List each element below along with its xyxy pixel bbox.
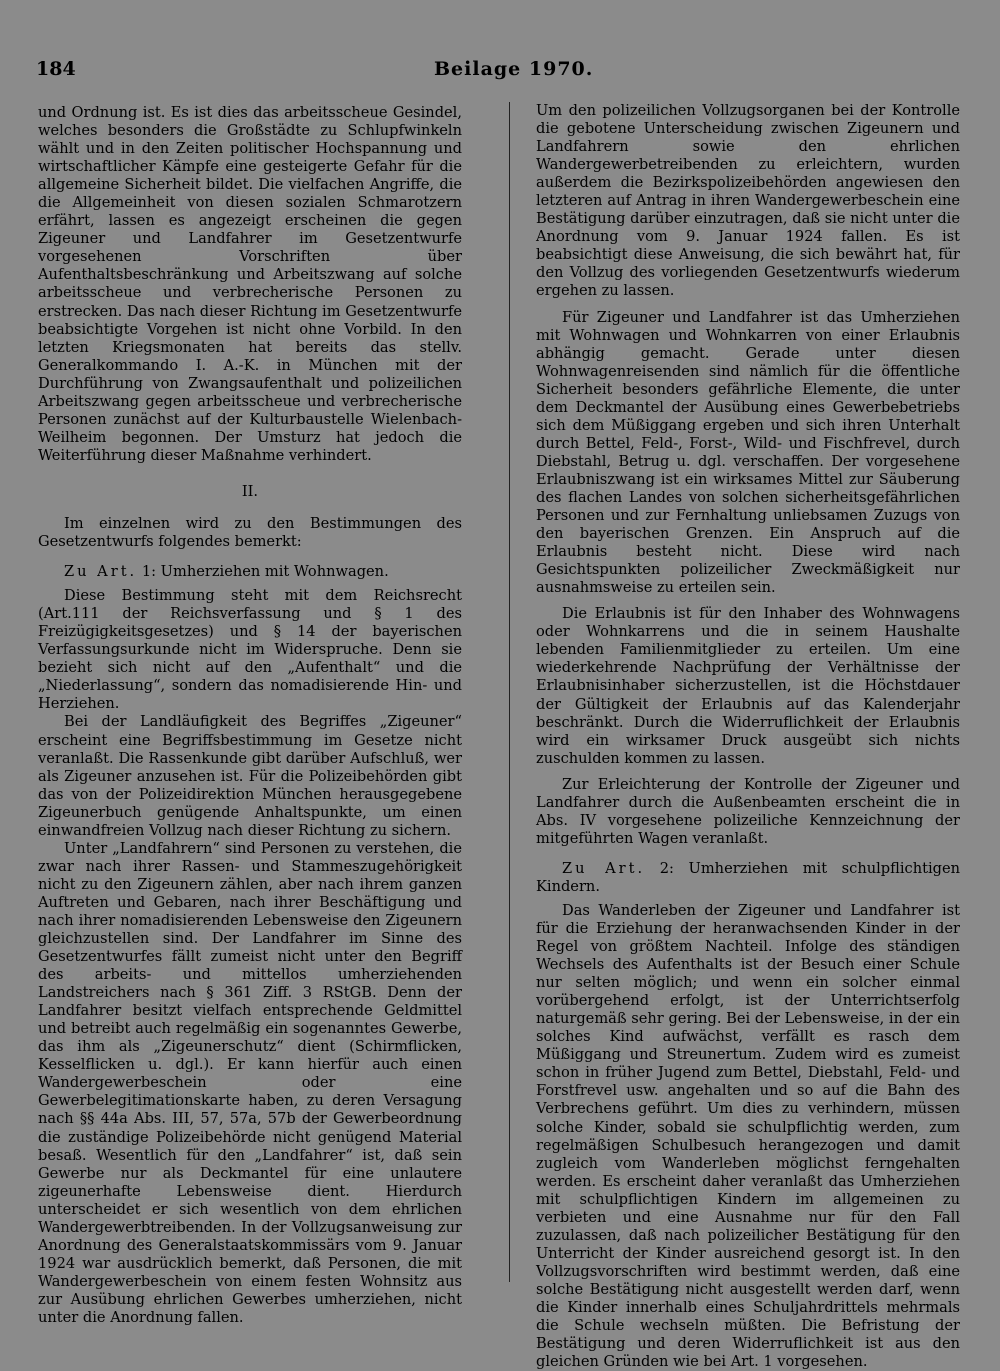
section-heading: II. bbox=[241, 482, 259, 500]
page-header bbox=[36, 58, 966, 86]
left-column bbox=[38, 104, 462, 1327]
page-number: 184 bbox=[36, 58, 76, 80]
paragraph: Im einzelnen wird zu den Bestimmungen des Gesetzentwurfs folgendes bemerkt: bbox=[38, 514, 462, 551]
running-title: Beilage 1970. bbox=[434, 58, 594, 80]
paragraph: Das Wanderleben der Zigeuner und Landfahrer ist für die Erziehung der heranwachsenden Kinder in der Regel von größtem Nachteil. Infolge des ständigen Wechsels des Aufenthalts ist der Besuch einer Schule nur selten möglich; und wenn ein solcher einmal vorübergehend erfolgt, ist der Unterrichtserfolg naturgemäß sehr gering. Bei der Lebensweise, in der ein solches Kind aufwächst, verfällt es rasch dem Müßiggang und Streunertum. Zudem wird es zumeist schon in früher Jugend zum Bettel, Diebstahl, Feld- und Forstfrevel usw. angehalten und so auf die Bahn des Verbrechens geführt. Um dies zu verhindern, müssen solche Kinder, sobald sie schulpflichtig werden, zum regelmäßigen Schulbesuch herangezogen und damit zugleich vom Wanderleben möglichst ferngehalten werden. Es erscheint daher veranlaßt das Umherziehen mit schulpflichtigen Kindern im allgemeinen zu verbieten und eine Ausnahme nur für den Fall zuzulassen, daß nach polizeilicher Bestätigung für den Unterricht der Kinder ausreichend gesorgt ist. In den Vollzugsvorschriften wird bestimmt werden, daß eine solche Bestätigung nicht ausgestellt werden darf, wenn die Kinder innerhalb eines Schuljahrdrittels mehrmals die Schule wechseln müßten. Die Befristung der Bestätigung und deren Widerruflichkeit ist aus den gleichen Gründen wie bei Art. 1 vorgesehen. bbox=[536, 901, 960, 1371]
paragraph: Für Zigeuner und Landfahrer ist das Umherziehen mit Wohnwagen und Wohnkarren von einer Erlaubnis abhängig gemacht. Gerade unter diesen Wohnwagenreisenden sind nämlich für die öffentliche Sicherheit besonders gefährliche Elemente, die unter dem Deckmantel der Ausübung eines Gewerbebetriebs sich dem Müßiggang ergeben und sich ihren Unterhalt durch Bettel, Feld-, Forst-, Wild- und Fischfrevel, durch Diebstahl, Betrug u. dgl. verschaffen. Der vorgesehene Erlaubniszwang ist ein wirksames Mittel zur Säuberung des flachen Landes von solchen sicherheitsgefährlichen Personen und zur Fernhaltung unliebsamen Zuzugs von den bayerischen Grenzen. Ein Anspruch auf die Erlaubnis besteht nicht. Diese wird nach Gesichtspunkten polizeilicher Zweckmäßigkeit nur ausnahmsweise zu erteilen sein. bbox=[536, 308, 960, 597]
article-title: 2: Umherziehen mit schulpflichtigen Kindern. bbox=[536, 859, 961, 895]
article-heading bbox=[536, 860, 960, 896]
article-label: Zu Art. bbox=[562, 859, 646, 877]
paragraph: Die Erlaubnis ist für den Inhaber des Wohnwagens oder Wohnkarrens und die in seinem Haushalte lebenden Familienmitglieder zu erteilen. Um eine wiederkehrende Nachprüfung der Verhältnisse der Erlaubnisinhaber sicherzustellen, ist die Höchstdauer der Gültigkeit der Erlaubnis auf das Kalenderjahr beschränkt. Durch die Widerruflichkeit der Erlaubnis wird ein wirksamer Druck ausgeübt sich nichts zuschulden kommen zu lassen. bbox=[536, 605, 960, 767]
right-column bbox=[536, 102, 960, 1371]
article-label: Zu Art. bbox=[64, 563, 138, 581]
article-heading bbox=[38, 563, 462, 581]
paragraph: und Ordnung ist. Es ist dies das arbeitsscheue Gesindel, welches besonders die Großstädte zu Schlupfwinkeln wählt und in den Zeiten politischer Hochspannung und wirtschaftlicher Kämpfe eine gesteigerte Gefahr für die allgemeine Sicherheit bildet. Die vielfachen Angriffe, die die Allgemeinheit von diesen sozialen Schmarotzern erfährt, lassen es angezeigt erscheinen die gegen Zigeuner und Landfahrer im Gesetzentwurfe vorgesehenen Vorschriften über Aufenthaltsbeschränkung und Arbeitszwang auf solche arbeitsscheue und verbrecherische Personen zu erstrecken. Das nach dieser Richtung im Gesetzentwurfe beabsichtigte Vorgehen ist nicht ohne Vorbild. In den letzten Kriegsmonaten hat bereits das stellv. Generalkommando I. A.-K. in München mit der Durchführung von Zwangsaufenthalt und polizeilichen Arbeitszwang gegen arbeitsscheue und verbrecherische Personen zunächst auf der Kulturbaustelle Wielenbach-Weilheim begonnen. Der Umsturz hat jedoch die Weiterführung dieser Maßnahme verhindert. bbox=[38, 104, 462, 464]
paragraph: Diese Bestimmung steht mit dem Reichsrecht (Art.111 der Reichsverfassung und § 1 des Freizügigkeitsgesetzes) und § 14 der bayerischen Verfassungsurkunde nicht im Widerspruche. Denn sie bezieht sich nicht auf den „Aufenthalt“ und die „Niederlassung“, sondern das nomadisierende Hin- und Herziehen. bbox=[38, 587, 462, 713]
paragraph: Unter „Landfahrern“ sind Personen zu verstehen, die zwar nach ihrer Rassen- und Stammeszugehörigkeit nicht zu den Zigeunern zählen, aber nach ihrem ganzen Auftreten und Gebaren, nach ihrer Beschäftigung und nach ihrer nomadisierenden Lebensweise den Zigeunern gleichzustellen sind. Der Landfahrer im Sinne des Gesetzentwurfes fällt zumeist nicht unter den Begriff des arbeits- und mittellos umherziehenden Landstreichers nach § 361 Ziff. 3 RStGB. Denn der Landfahrer besitzt vielfach entsprechende Geldmittel und betreibt auch regelmäßig ein sogenanntes Gewerbe, das ihm als „Zigeunerschutz“ dient (Schirmflicken, Kesselflicken u. dgl.). Er kann hierfür auch einen Wandergewerbeschein oder eine Gewerbelegitimationskarte haben, zu deren Versagung nach §§ 44a Abs. III, 57, 57a, 57b der Gewerbeordnung die zuständige Polizeibehörde nicht genügend Material besaß. Wesentlich für den „Landfahrer“ ist, daß sein Gewerbe nur als Deckmantel für eine unlautere zigeunerhafte Lebensweise dient. Hierdurch unterscheidet er sich wesentlich von dem ehrlichen Wandergewerbtreibenden. In der Vollzugsanweisung zur Anordnung des Generalstaatskommissärs vom 9. Januar 1924 war ausdrücklich bemerkt, daß Personen, die mit Wandergewerbeschein von einem festen Wohnsitz aus zur Ausübung ehrlichen Gewerbes umherziehen, nicht unter die Anordnung fallen. bbox=[38, 839, 462, 1326]
article-title: 1: Umherziehen mit Wohnwagen. bbox=[141, 563, 389, 581]
column-divider bbox=[509, 102, 510, 1282]
paragraph: Um den polizeilichen Vollzugsorganen bei der Kontrolle die gebotene Unterscheidung zwischen Zigeunern und Landfahrern sowie den ehrlichen Wandergewerbetreibenden zu erleichtern, wurden außerdem die Bezirkspolizeibehörden angewiesen den letzteren auf Antrag in ihren Wandergewerbeschein eine Bestätigung darüber einzutragen, daß sie nicht unter die Anordnung vom 9. Januar 1924 fallen. Es ist beabsichtigt diese Anweisung, die sich bewährt hat, für den Vollzug des vorliegenden Gesetzentwurfs wiederum ergehen zu lassen. bbox=[536, 102, 960, 300]
paragraph: Bei der Landläufigkeit des Begriffes „Zigeuner“ erscheint eine Begriffsbestimmung im Gesetze nicht veranlaßt. Die Rassenkunde gibt darüber Aufschluß, wer als Zigeuner anzusehen ist. Für die Polizeibehörden gibt das von der Polizeidirektion München herausgegebene Zigeunerbuch genügende Anhaltspunkte, um einen einwandfreien Vollzug nach dieser Richtung zu sichern. bbox=[38, 713, 462, 839]
paragraph: Zur Erleichterung der Kontrolle der Zigeuner und Landfahrer durch die Außenbeamten erscheint die in Abs. IV vorgesehene polizeiliche Kennzeichnung der mitgeführten Wagen veranlaßt. bbox=[536, 775, 960, 847]
